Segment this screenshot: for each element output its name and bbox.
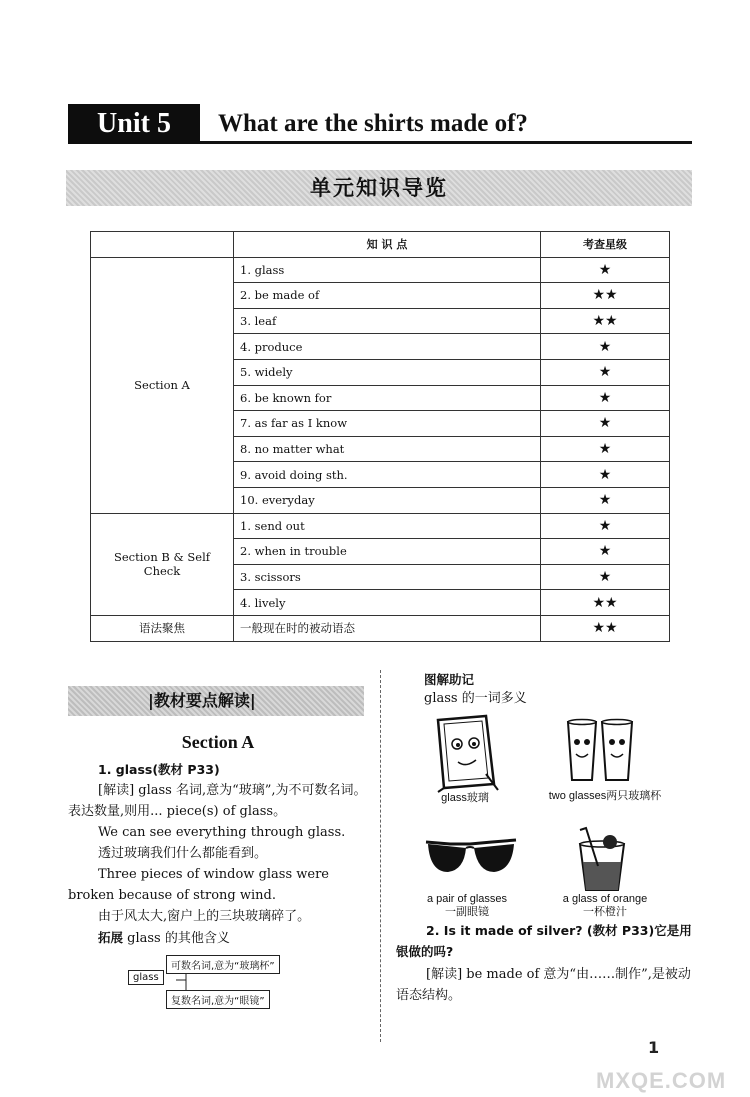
star-rating: ★★ <box>541 283 670 309</box>
overview-banner-text: 单元知识导览 <box>310 176 448 200</box>
diagram-center-box: glass <box>128 970 164 985</box>
item2-block <box>396 920 696 1006</box>
table-row <box>91 257 670 283</box>
star-rating: ★ <box>541 411 670 437</box>
caption-two-glasses: two glasses两只玻璃杯 <box>548 790 662 802</box>
table-header-blank <box>91 232 234 258</box>
overview-table <box>90 231 670 642</box>
left-body <box>68 760 370 949</box>
section-a-cell: Section A <box>91 257 234 513</box>
knowledge-point: 2. be made of <box>234 283 541 309</box>
knowledge-point: 8. no matter what <box>234 436 541 462</box>
item1-title: 1. glass(教材 P33) <box>98 762 220 777</box>
knowledge-point: 1. send out <box>234 513 541 539</box>
extend-line <box>68 927 370 949</box>
memory-subtitle: glass 的一词多义 <box>424 691 527 706</box>
extend-label: 拓展 <box>98 930 124 945</box>
section-a-title: Section A <box>181 732 255 752</box>
table-header-row <box>91 232 670 258</box>
watermark: MXQE.COM <box>596 1068 727 1093</box>
knowledge-point: 6. be known for <box>234 385 541 411</box>
grammar-cell: 语法聚焦 <box>91 615 234 641</box>
knowledge-point: 5. widely <box>234 359 541 385</box>
memory-title: 图解助记 <box>424 672 475 687</box>
two-glasses-icon <box>562 718 642 784</box>
knowledge-point: 一般现在时的被动语态 <box>234 615 541 641</box>
caption-pair-of-glasses-en: a pair of glasses <box>426 893 508 905</box>
caption-pair-of-glasses-cn: 一副眼镜 <box>445 906 489 918</box>
star-rating: ★ <box>541 359 670 385</box>
glass-of-orange-icon <box>570 826 634 892</box>
item1-example-cn: 透过玻璃我们什么都能看到。 <box>98 846 268 861</box>
knowledge-point: 3. scissors <box>234 564 541 590</box>
page-number: 1 <box>648 1038 660 1057</box>
knowledge-point: 9. avoid doing sth. <box>234 462 541 488</box>
caption-glass-of-orange <box>550 893 660 919</box>
section-b-cell: Section B & Self Check <box>91 513 234 615</box>
caption-glass-of-orange-cn: 一杯橙汁 <box>583 906 627 918</box>
star-rating: ★ <box>541 564 670 590</box>
unit-title-rule <box>200 141 692 144</box>
table-header-stars: 考查星级 <box>541 232 670 258</box>
star-rating: ★ <box>541 436 670 462</box>
glass-pane-icon <box>424 714 508 794</box>
knowledge-point: 2. when in trouble <box>234 539 541 565</box>
knowledge-point: 7. as far as I know <box>234 411 541 437</box>
table-header-point: 知 识 点 <box>234 232 541 258</box>
column-divider <box>380 670 381 1042</box>
item1-example2-en: Three pieces of window glass were broken because of strong wind. <box>68 867 329 903</box>
caption-pair-of-glasses <box>412 893 522 919</box>
caption-glass: glass玻璃 <box>441 792 489 804</box>
diagram-bottom-box: 复数名词,意为“眼镜” <box>166 990 270 1009</box>
item2-explanation: [解读] be made of 意为“由……制作”,是被动语态结构。 <box>396 967 691 1003</box>
star-rating: ★ <box>541 257 670 283</box>
item2-title: 2. Is it made of silver? (教材 P33)它是用银做的吗? <box>396 923 692 959</box>
table-row <box>91 615 670 641</box>
item1-explanation: [解读] glass 名词,意为“玻璃”,为不可数名词。表达数量,则用... piece(s) of glass。 <box>68 783 367 819</box>
table-row <box>91 513 670 539</box>
star-rating: ★ <box>541 487 670 513</box>
item1-example2-cn: 由于风太大,窗户上的三块玻璃碎了。 <box>98 909 311 924</box>
key-points-banner-text: |教材要点解读| <box>148 691 256 710</box>
unit-label: Unit 5 <box>68 104 200 144</box>
knowledge-point: 10. everyday <box>234 487 541 513</box>
star-rating: ★ <box>541 513 670 539</box>
star-rating: ★ <box>541 462 670 488</box>
sunglasses-icon <box>422 836 520 884</box>
knowledge-point: 4. lively <box>234 590 541 616</box>
item1-example-en: We can see everything through glass. <box>98 825 346 840</box>
knowledge-point: 3. leaf <box>234 308 541 334</box>
star-rating: ★ <box>541 539 670 565</box>
key-points-banner <box>68 686 364 716</box>
star-rating: ★★ <box>541 615 670 641</box>
star-rating: ★ <box>541 334 670 360</box>
caption-glass-of-orange-en: a glass of orange <box>562 893 648 905</box>
diagram-top-box: 可数名词,意为“玻璃杯” <box>166 955 280 974</box>
star-rating: ★ <box>541 385 670 411</box>
unit-title: What are the shirts made of? <box>218 110 528 137</box>
extend-text: glass 的其他含义 <box>123 931 230 946</box>
star-rating: ★★ <box>541 590 670 616</box>
overview-banner <box>66 170 692 206</box>
star-rating: ★★ <box>541 308 670 334</box>
knowledge-point: 1. glass <box>234 257 541 283</box>
knowledge-point: 4. produce <box>234 334 541 360</box>
